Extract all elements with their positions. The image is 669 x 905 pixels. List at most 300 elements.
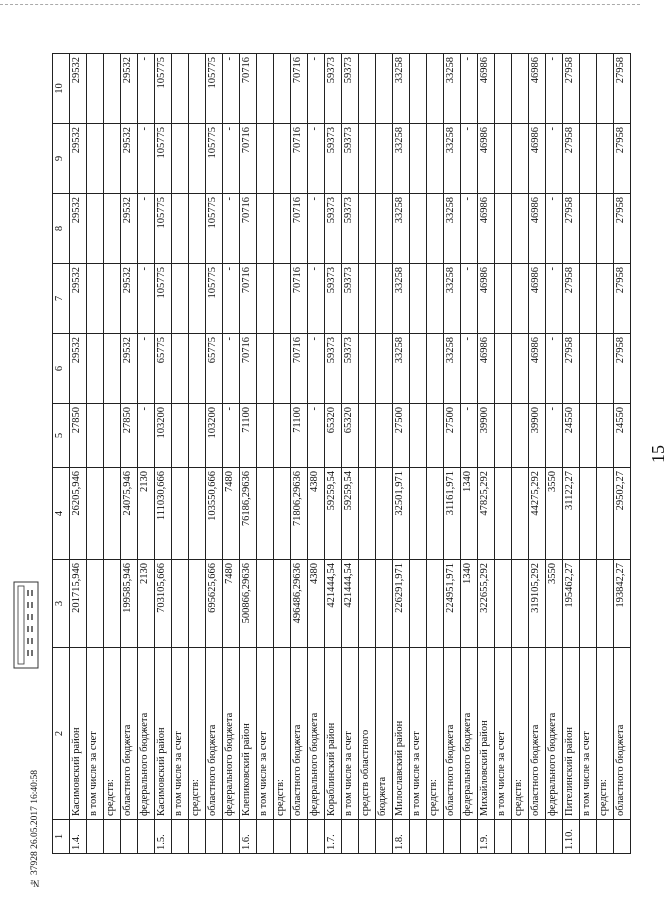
row-number-cell: 1.9. (478, 820, 495, 854)
row-label-cell: в том числе за счет (257, 648, 274, 820)
value-cell (87, 404, 104, 468)
table-row (580, 54, 597, 854)
value-cell (512, 194, 529, 264)
value-cell: 70716 (291, 334, 308, 404)
table-row (223, 54, 240, 854)
value-cell: 46986 (529, 334, 546, 404)
value-cell: 27958 (563, 264, 580, 334)
row-label-cell: Пителинский район (563, 648, 580, 820)
value-cell: 111030,666 (155, 468, 172, 560)
table-row (206, 54, 223, 854)
row-label-cell: федерального бюджета (223, 648, 240, 820)
value-cell: 1340 (461, 468, 478, 560)
header-cell: 4 (53, 468, 70, 560)
value-cell: 33258 (444, 194, 461, 264)
value-cell (104, 54, 121, 124)
value-cell (427, 124, 444, 194)
row-label-cell: федерального бюджета (308, 648, 325, 820)
row-number-cell: 1.10. (563, 820, 580, 854)
value-cell (189, 124, 206, 194)
scan-edge-line (0, 4, 640, 5)
value-cell (189, 560, 206, 648)
value-cell (257, 404, 274, 468)
value-cell (376, 560, 393, 648)
value-cell: - (223, 264, 240, 334)
value-cell: 46986 (478, 264, 495, 334)
table-row (325, 54, 342, 854)
row-number-cell (87, 820, 104, 854)
value-cell: 195462,27 (563, 560, 580, 648)
value-cell: 105775 (206, 124, 223, 194)
value-cell: 27850 (121, 404, 138, 468)
value-cell (257, 194, 274, 264)
value-cell: - (138, 54, 155, 124)
value-cell: 29532 (70, 264, 87, 334)
value-cell: 46986 (529, 54, 546, 124)
value-cell: 70716 (291, 54, 308, 124)
value-cell (172, 124, 189, 194)
value-cell: 59373 (342, 194, 359, 264)
value-cell: 500866,29636 (240, 560, 257, 648)
budget-table (52, 53, 631, 854)
table-row (427, 54, 444, 854)
value-cell (189, 404, 206, 468)
value-cell: 496486,29636 (291, 560, 308, 648)
value-cell (104, 334, 121, 404)
value-cell: 105775 (155, 264, 172, 334)
value-cell: 24550 (614, 404, 631, 468)
value-cell: 29532 (121, 124, 138, 194)
row-number-cell (580, 820, 597, 854)
row-number-cell: 1.8. (393, 820, 410, 854)
value-cell: 71100 (291, 404, 308, 468)
value-cell: 29532 (121, 54, 138, 124)
value-cell: 199585,946 (121, 560, 138, 648)
row-number-cell (342, 820, 359, 854)
value-cell: - (546, 334, 563, 404)
row-label-cell: средств: (104, 648, 121, 820)
value-cell: 70716 (291, 264, 308, 334)
value-cell (274, 124, 291, 194)
value-cell: 46986 (529, 124, 546, 194)
row-label-cell: областного бюджета (529, 648, 546, 820)
value-cell (410, 194, 427, 264)
value-cell: 4380 (308, 560, 325, 648)
value-cell (257, 54, 274, 124)
row-number-cell (512, 820, 529, 854)
value-cell: - (546, 124, 563, 194)
value-cell: 27500 (393, 404, 410, 468)
value-cell: 65775 (206, 334, 223, 404)
table-row (257, 54, 274, 854)
value-cell: 33258 (444, 264, 461, 334)
value-cell (359, 560, 376, 648)
table-row (172, 54, 189, 854)
value-cell: - (308, 264, 325, 334)
value-cell (359, 124, 376, 194)
value-cell: 322655,292 (478, 560, 495, 648)
row-number-cell (597, 820, 614, 854)
value-cell (274, 404, 291, 468)
value-cell (257, 124, 274, 194)
header-cell: 8 (53, 194, 70, 264)
value-cell: 70716 (240, 194, 257, 264)
row-number-cell (257, 820, 274, 854)
row-number-cell (206, 820, 223, 854)
value-cell: 695625,666 (206, 560, 223, 648)
value-cell: - (308, 404, 325, 468)
value-cell (104, 468, 121, 560)
table-row (104, 54, 121, 854)
value-cell: - (461, 124, 478, 194)
value-cell: 226291,971 (393, 560, 410, 648)
value-cell (512, 124, 529, 194)
value-cell (580, 334, 597, 404)
value-cell (359, 54, 376, 124)
header-cell: 9 (53, 124, 70, 194)
value-cell: 7480 (223, 468, 240, 560)
value-cell: - (546, 54, 563, 124)
value-cell (359, 404, 376, 468)
value-cell: 4380 (308, 468, 325, 560)
value-cell: 29532 (121, 334, 138, 404)
value-cell: 3550 (546, 560, 563, 648)
row-label-cell: Касимовский район (70, 648, 87, 820)
value-cell: 27958 (614, 124, 631, 194)
value-cell: 70716 (291, 124, 308, 194)
value-cell (87, 560, 104, 648)
value-cell: 70716 (291, 194, 308, 264)
table-row (546, 54, 563, 854)
row-number-cell (172, 820, 189, 854)
value-cell (512, 560, 529, 648)
row-label-cell: Касимовский район (155, 648, 172, 820)
row-label-cell: средств: (597, 648, 614, 820)
table-row (70, 54, 87, 854)
value-cell (189, 54, 206, 124)
value-cell (172, 468, 189, 560)
value-cell: - (308, 334, 325, 404)
value-cell (104, 124, 121, 194)
table-row (121, 54, 138, 854)
value-cell (580, 404, 597, 468)
value-cell: 71806,29636 (291, 468, 308, 560)
value-cell: 33258 (444, 54, 461, 124)
value-cell (359, 334, 376, 404)
value-cell: 59373 (325, 194, 342, 264)
value-cell (172, 334, 189, 404)
value-cell (427, 560, 444, 648)
table-row (461, 54, 478, 854)
row-label-cell: в том числе за счет (495, 648, 512, 820)
value-cell: 59373 (342, 264, 359, 334)
value-cell: 29532 (121, 194, 138, 264)
value-cell: 76186,29636 (240, 468, 257, 560)
value-cell: 59373 (325, 54, 342, 124)
value-cell (597, 124, 614, 194)
row-label-cell: средств: (512, 648, 529, 820)
value-cell: 27958 (614, 194, 631, 264)
row-label-cell: средств: (427, 648, 444, 820)
value-cell (189, 264, 206, 334)
e-signature-stamp-icon (10, 580, 42, 670)
value-cell: 59373 (325, 124, 342, 194)
table-row (291, 54, 308, 854)
value-cell: 44275,292 (529, 468, 546, 560)
row-number-cell (121, 820, 138, 854)
value-cell: 59373 (325, 264, 342, 334)
row-number-cell (410, 820, 427, 854)
value-cell (410, 54, 427, 124)
value-cell (189, 334, 206, 404)
value-cell (376, 404, 393, 468)
value-cell: 46986 (529, 264, 546, 334)
value-cell: 105775 (155, 124, 172, 194)
table-row (308, 54, 325, 854)
value-cell: 47825,292 (478, 468, 495, 560)
table-row (410, 54, 427, 854)
value-cell: 27958 (563, 54, 580, 124)
row-label-cell: федерального бюджета (461, 648, 478, 820)
header-cell: 6 (53, 334, 70, 404)
value-cell (597, 404, 614, 468)
value-cell (257, 264, 274, 334)
rotated-page (52, 54, 668, 854)
value-cell: 70716 (240, 264, 257, 334)
value-cell: 59373 (325, 334, 342, 404)
value-cell (257, 468, 274, 560)
value-cell: 29532 (121, 264, 138, 334)
value-cell: 105775 (155, 54, 172, 124)
table-row (495, 54, 512, 854)
table-row (240, 54, 257, 854)
row-number-cell (427, 820, 444, 854)
value-cell: 33258 (444, 124, 461, 194)
value-cell: - (223, 194, 240, 264)
value-cell (597, 264, 614, 334)
row-label-cell: областного бюджета (121, 648, 138, 820)
value-cell: 33258 (393, 124, 410, 194)
row-number-cell (614, 820, 631, 854)
value-cell: 27958 (614, 54, 631, 124)
value-cell: 70716 (240, 54, 257, 124)
value-cell: 27958 (614, 264, 631, 334)
table-row (529, 54, 546, 854)
value-cell (410, 404, 427, 468)
row-label-cell: Кораблинский район (325, 648, 342, 820)
value-cell: 59373 (342, 334, 359, 404)
value-cell (427, 334, 444, 404)
row-label-cell: Милославский район (393, 648, 410, 820)
value-cell: 29532 (70, 194, 87, 264)
value-cell (512, 264, 529, 334)
row-label-cell: областного бюджета (291, 648, 308, 820)
value-cell: 103550,666 (206, 468, 223, 560)
row-number-cell (274, 820, 291, 854)
value-cell: 193842,27 (614, 560, 631, 648)
row-number-cell: 1.4. (70, 820, 87, 854)
value-cell: 29532 (70, 334, 87, 404)
value-cell (597, 468, 614, 560)
value-cell (87, 124, 104, 194)
value-cell: 33258 (393, 194, 410, 264)
value-cell: 33258 (393, 334, 410, 404)
row-number-cell (104, 820, 121, 854)
value-cell (172, 264, 189, 334)
value-cell (172, 404, 189, 468)
value-cell: 105775 (206, 264, 223, 334)
value-cell: 2130 (138, 468, 155, 560)
row-label-cell: в том числе за счет (87, 648, 104, 820)
value-cell: 29502,27 (614, 468, 631, 560)
value-cell (427, 194, 444, 264)
row-number-cell: 1.6. (240, 820, 257, 854)
row-label-cell: средств: (274, 648, 291, 820)
value-cell (104, 194, 121, 264)
value-cell: 39900 (529, 404, 546, 468)
value-cell: - (308, 54, 325, 124)
table-row (444, 54, 461, 854)
value-cell: 24550 (563, 404, 580, 468)
header-cell: 1 (53, 820, 70, 854)
value-cell: - (461, 194, 478, 264)
value-cell (580, 124, 597, 194)
table-row (274, 54, 291, 854)
value-cell (376, 54, 393, 124)
value-cell (427, 404, 444, 468)
value-cell: - (461, 264, 478, 334)
table-row (359, 54, 376, 854)
row-label-cell: Клепиковский район (240, 648, 257, 820)
value-cell: - (546, 264, 563, 334)
value-cell (87, 334, 104, 404)
value-cell (87, 194, 104, 264)
value-cell (512, 54, 529, 124)
value-cell: 26205,946 (70, 468, 87, 560)
value-cell (495, 404, 512, 468)
value-cell: 27958 (563, 194, 580, 264)
value-cell: 46986 (478, 124, 495, 194)
value-cell: - (461, 404, 478, 468)
value-cell (410, 468, 427, 560)
value-cell: - (546, 194, 563, 264)
row-number-cell (546, 820, 563, 854)
row-number-cell (189, 820, 206, 854)
value-cell (495, 194, 512, 264)
value-cell (597, 54, 614, 124)
table-row (614, 54, 631, 854)
row-number-cell (359, 820, 376, 854)
row-number-cell (444, 820, 461, 854)
value-cell: - (308, 194, 325, 264)
value-cell: 201715,946 (70, 560, 87, 648)
table-row (376, 54, 393, 854)
value-cell: 33258 (393, 54, 410, 124)
value-cell (189, 468, 206, 560)
value-cell (597, 334, 614, 404)
table-row (138, 54, 155, 854)
value-cell (427, 54, 444, 124)
value-cell (597, 560, 614, 648)
value-cell: 27958 (563, 334, 580, 404)
value-cell (427, 468, 444, 560)
header-cell: 5 (53, 404, 70, 468)
row-number-cell (308, 820, 325, 854)
row-label-cell: федерального бюджета (138, 648, 155, 820)
value-cell: - (546, 404, 563, 468)
document-registration-footer: № 37928 26.05.2017 16:40:58 (30, 770, 40, 888)
value-cell (274, 468, 291, 560)
value-cell: 32501,971 (393, 468, 410, 560)
value-cell: 33258 (393, 264, 410, 334)
value-cell (597, 194, 614, 264)
value-cell (410, 334, 427, 404)
row-label-cell: в том числе за счет (410, 648, 427, 820)
row-number-cell (223, 820, 240, 854)
value-cell (512, 404, 529, 468)
value-cell (189, 194, 206, 264)
value-cell (580, 54, 597, 124)
value-cell (427, 264, 444, 334)
value-cell: - (138, 124, 155, 194)
table-row (87, 54, 104, 854)
value-cell (257, 334, 274, 404)
row-label-cell: в том числе за счет (172, 648, 189, 820)
value-cell: - (223, 334, 240, 404)
value-cell: 3550 (546, 468, 563, 560)
value-cell (274, 264, 291, 334)
value-cell: 703105,666 (155, 560, 172, 648)
value-cell: - (138, 404, 155, 468)
table-row (512, 54, 529, 854)
row-label-cell: бюджета (376, 648, 393, 820)
value-cell: 2130 (138, 560, 155, 648)
value-cell (580, 264, 597, 334)
value-cell: 27958 (614, 334, 631, 404)
value-cell (87, 468, 104, 560)
value-cell (580, 468, 597, 560)
row-label-cell: областного бюджета (614, 648, 631, 820)
value-cell: 1340 (461, 560, 478, 648)
value-cell (580, 560, 597, 648)
value-cell (495, 334, 512, 404)
header-cell: 3 (53, 560, 70, 648)
row-label-cell: средств: (189, 648, 206, 820)
table-body (70, 54, 631, 854)
value-cell (512, 334, 529, 404)
row-number-cell (495, 820, 512, 854)
value-cell: 421444,54 (325, 560, 342, 648)
value-cell: 59259,54 (342, 468, 359, 560)
table-row (393, 54, 410, 854)
value-cell (495, 468, 512, 560)
value-cell: 65320 (325, 404, 342, 468)
value-cell: 27500 (444, 404, 461, 468)
value-cell (495, 54, 512, 124)
value-cell: 46986 (478, 54, 495, 124)
value-cell (172, 560, 189, 648)
value-cell: - (461, 334, 478, 404)
row-label-cell: областного бюджета (206, 648, 223, 820)
table-row (342, 54, 359, 854)
value-cell: 105775 (155, 194, 172, 264)
row-number-cell (461, 820, 478, 854)
value-cell (274, 560, 291, 648)
value-cell: 105775 (206, 194, 223, 264)
row-number-cell (138, 820, 155, 854)
row-number-cell: 1.5. (155, 820, 172, 854)
value-cell: 105775 (206, 54, 223, 124)
